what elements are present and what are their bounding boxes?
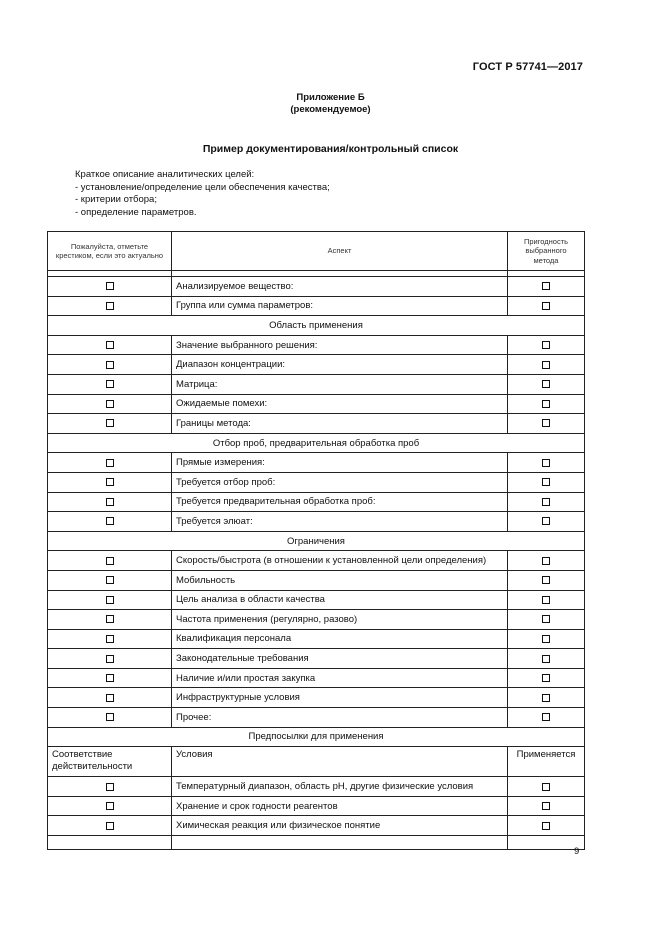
checkbox[interactable] (106, 459, 114, 467)
checkbox[interactable] (542, 419, 550, 427)
mark-cell (48, 492, 172, 512)
checkbox[interactable] (106, 596, 114, 604)
suitability-cell (508, 355, 585, 375)
checkbox[interactable] (542, 400, 550, 408)
table-row (48, 590, 585, 610)
subheader-conditions: Условия (172, 747, 508, 777)
aspect-cell: Температурный диапазон, область pH, другие физические условия (172, 777, 508, 797)
document-title: Пример документирования/контрольный список (202, 143, 459, 155)
section-title: Предпосылки для применения (48, 727, 585, 747)
table-row (48, 414, 585, 434)
checkbox[interactable] (542, 517, 550, 525)
section-limits (48, 531, 585, 551)
checkbox[interactable] (542, 302, 550, 310)
prerequisites-header-row (48, 747, 585, 777)
aspect-cell: Частота применения (регулярно, разово) (172, 610, 508, 630)
aspect-cell: Наличие и/или простая закупка (172, 668, 508, 688)
suitability-cell (508, 472, 585, 492)
document-code: ГОСТ Р 57741—2017 (472, 61, 583, 73)
checkbox[interactable] (542, 361, 550, 369)
suitability-cell (508, 708, 585, 728)
mark-cell (48, 414, 172, 434)
suitability-cell (508, 570, 585, 590)
page-number: 9 (574, 846, 580, 857)
subheader-applies: Применяется (508, 747, 585, 777)
suitability-cell (508, 610, 585, 630)
suitability-cell (508, 512, 585, 532)
mark-cell (48, 394, 172, 414)
aspect-cell: Ожидаемые помехи: (172, 394, 508, 414)
checkbox[interactable] (542, 380, 550, 388)
header-aspect: Аспект (172, 232, 508, 271)
table-row (48, 394, 585, 414)
checkbox[interactable] (542, 674, 550, 682)
section-title: Область применения (48, 316, 585, 336)
aspect-cell: Требуется предварительная обработка проб: (172, 492, 508, 512)
aspect-cell: Прочее: (172, 708, 508, 728)
checkbox[interactable] (542, 615, 550, 623)
table-row (48, 708, 585, 728)
aspect-cell: Законодательные требования (172, 649, 508, 669)
checkbox[interactable] (106, 282, 114, 290)
suitability-cell (508, 551, 585, 571)
table-header-row (48, 232, 585, 271)
suitability-cell (508, 590, 585, 610)
section-sampling (48, 433, 585, 453)
suitability-cell (508, 688, 585, 708)
aspect-cell: Требуется элюат: (172, 512, 508, 532)
aspect-cell: Квалификация персонала (172, 629, 508, 649)
intro-block (75, 169, 330, 219)
aspect-cell: Прямые измерения: (172, 453, 508, 473)
suitability-cell (508, 335, 585, 355)
checkbox[interactable] (106, 478, 114, 486)
mark-cell (48, 570, 172, 590)
aspect-cell: Мобильность (172, 570, 508, 590)
checklist-table (47, 231, 585, 850)
checkbox[interactable] (542, 713, 550, 721)
aspect-cell: Хранение и срок годности реагентов (172, 796, 508, 816)
appendix-subtitle: (рекомендуемое) (290, 104, 371, 115)
mark-cell (48, 668, 172, 688)
checkbox[interactable] (106, 783, 114, 791)
subheader-conformity: Соответствие действительности (48, 747, 172, 777)
table-row (48, 668, 585, 688)
checkbox[interactable] (542, 478, 550, 486)
checkbox[interactable] (542, 655, 550, 663)
table-empty-row (48, 836, 585, 850)
header-suitability: Пригодность выбранного метода (508, 232, 585, 271)
intro-item: - установление/определение цели обеспечения качества; (75, 181, 330, 193)
mark-cell (48, 590, 172, 610)
checkbox[interactable] (106, 361, 114, 369)
mark-cell (48, 777, 172, 797)
checkbox[interactable] (106, 419, 114, 427)
mark-cell (48, 610, 172, 630)
aspect-cell: Требуется отбор проб: (172, 472, 508, 492)
mark-cell (48, 355, 172, 375)
suitability-cell (508, 414, 585, 434)
mark-cell (48, 472, 172, 492)
mark-cell (48, 551, 172, 571)
suitability-cell (508, 796, 585, 816)
checkbox[interactable] (106, 517, 114, 525)
aspect-cell: Скорость/быстрота (в отношении к установленной цели определения) (172, 551, 508, 571)
aspect-cell: Химическая реакция или физическое понятие (172, 816, 508, 836)
table-row (48, 551, 585, 571)
checkbox[interactable] (542, 576, 550, 584)
suitability-cell (508, 816, 585, 836)
mark-cell (48, 277, 172, 297)
mark-cell (48, 649, 172, 669)
suitability-cell (508, 629, 585, 649)
table-row (48, 335, 585, 355)
checkbox[interactable] (106, 380, 114, 388)
aspect-cell: Значение выбранного решения: (172, 335, 508, 355)
checkbox[interactable] (106, 557, 114, 565)
checkbox[interactable] (106, 694, 114, 702)
suitability-cell (508, 277, 585, 297)
suitability-cell (508, 668, 585, 688)
checkbox[interactable] (542, 341, 550, 349)
checkbox[interactable] (106, 713, 114, 721)
header-mark: Пожалуйста, отметьте крестиком, если это актуально (48, 232, 172, 271)
checkbox[interactable] (106, 674, 114, 682)
mark-cell (48, 453, 172, 473)
checkbox[interactable] (542, 822, 550, 830)
checkbox[interactable] (542, 802, 550, 810)
table-row (48, 472, 585, 492)
checkbox[interactable] (106, 655, 114, 663)
checkbox[interactable] (106, 400, 114, 408)
checkbox[interactable] (542, 694, 550, 702)
table-row (48, 296, 585, 316)
suitability-cell (508, 649, 585, 669)
checkbox[interactable] (106, 576, 114, 584)
mark-cell (48, 374, 172, 394)
intro-item: - определение параметров. (75, 206, 197, 218)
intro-lead: Краткое описание аналитических целей: (75, 169, 255, 180)
aspect-cell: Матрица: (172, 374, 508, 394)
suitability-cell (508, 296, 585, 316)
checkbox[interactable] (106, 635, 114, 643)
suitability-cell (508, 374, 585, 394)
table-row (48, 374, 585, 394)
checkbox[interactable] (106, 302, 114, 310)
table-row (48, 277, 585, 297)
section-scope (48, 316, 585, 336)
table-row (48, 649, 585, 669)
table-row (48, 453, 585, 473)
aspect-cell: Диапазон концентрации: (172, 355, 508, 375)
table-row (48, 796, 585, 816)
suitability-cell (508, 394, 585, 414)
checkbox[interactable] (106, 615, 114, 623)
appendix-heading (0, 92, 661, 116)
aspect-cell: Анализируемое вещество: (172, 277, 508, 297)
section-title: Отбор проб, предварительная обработка проб (48, 433, 585, 453)
table-row (48, 355, 585, 375)
table-row (48, 629, 585, 649)
mark-cell (48, 629, 172, 649)
checkbox[interactable] (542, 596, 550, 604)
checkbox[interactable] (106, 498, 114, 506)
mark-cell (48, 512, 172, 532)
checkbox[interactable] (542, 557, 550, 565)
section-prerequisites (48, 727, 585, 747)
checkbox[interactable] (106, 802, 114, 810)
aspect-cell: Инфраструктурные условия (172, 688, 508, 708)
aspect-cell: Группа или сумма параметров: (172, 296, 508, 316)
mark-cell (48, 296, 172, 316)
table-row (48, 512, 585, 532)
mark-cell (48, 335, 172, 355)
table-row (48, 688, 585, 708)
aspect-cell: Границы метода: (172, 414, 508, 434)
suitability-cell (508, 777, 585, 797)
checkbox[interactable] (542, 459, 550, 467)
table-row (48, 610, 585, 630)
aspect-cell: Цель анализа в области качества (172, 590, 508, 610)
suitability-cell (508, 492, 585, 512)
appendix-title: Приложение Б (296, 92, 365, 103)
table-row (48, 570, 585, 590)
checkbox[interactable] (542, 635, 550, 643)
intro-item: - критерии отбора; (75, 194, 157, 205)
mark-cell (48, 816, 172, 836)
suitability-cell (508, 453, 585, 473)
mark-cell (48, 708, 172, 728)
table-row (48, 816, 585, 836)
checkbox[interactable] (542, 783, 550, 791)
table-row (48, 492, 585, 512)
mark-cell (48, 688, 172, 708)
table-row (48, 777, 585, 797)
checkbox[interactable] (106, 822, 114, 830)
mark-cell (48, 796, 172, 816)
section-title: Ограничения (48, 531, 585, 551)
checkbox[interactable] (542, 282, 550, 290)
checkbox[interactable] (542, 498, 550, 506)
checkbox[interactable] (106, 341, 114, 349)
